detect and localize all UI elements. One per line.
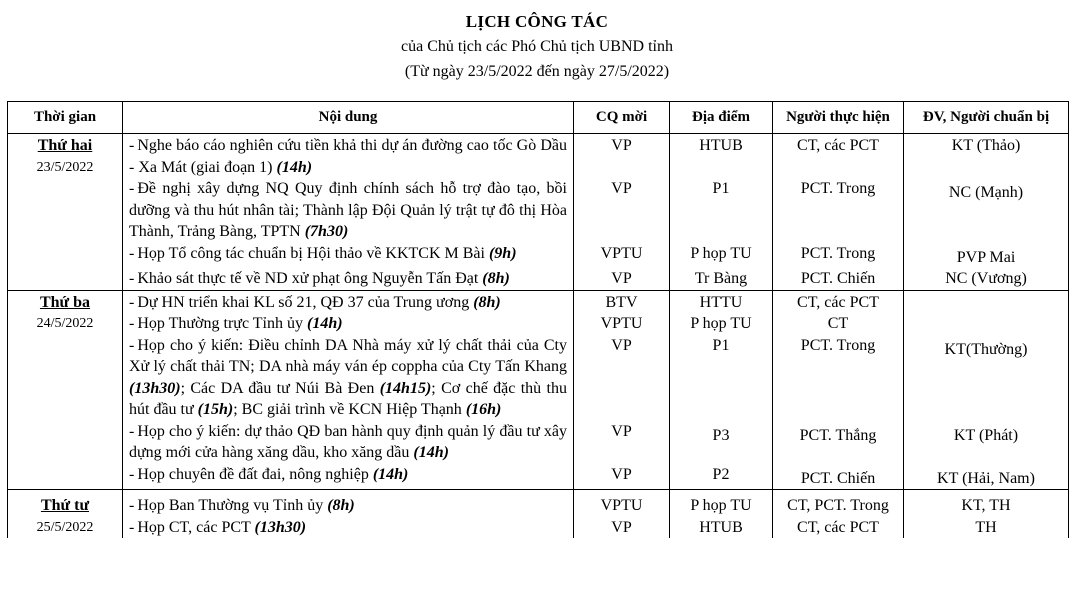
content-cell: - Họp chuyên đề đất đai, nông nghiệp (14h): [123, 464, 574, 490]
executor-cell: PCT. Chiến: [773, 464, 904, 490]
day-date: 24/5/2022: [36, 316, 94, 331]
place-cell: P họp TU: [670, 490, 773, 517]
executor-cell: PCT. Trong: [773, 178, 904, 243]
place-cell: Tr Bàng: [670, 268, 773, 290]
place-cell: HTUB: [670, 134, 773, 179]
content-cell: - Khảo sát thực tế về ND xử phạt ông Nguyễn Tấn Đạt (8h): [123, 268, 574, 290]
content-cell: - Họp Tổ công tác chuẩn bị Hội thảo về KKTCK M Bài (9h): [123, 243, 574, 269]
table-row: [8, 490, 1069, 517]
col-header-time: Thời gian: [8, 102, 123, 134]
page-subtitle: của Chủ tịch các Phó Chủ tịch UBND tỉnh: [401, 38, 673, 55]
place-cell: P họp TU: [670, 243, 773, 269]
prep-cell: [904, 290, 1069, 313]
prep-cell: [904, 313, 1069, 335]
col-header-cq: CQ mời: [574, 102, 670, 134]
executor-cell: CT, các PCT: [773, 290, 904, 313]
content-cell: - Dự HN triển khai KL số 21, QĐ 37 của Trung ương (8h): [123, 290, 574, 313]
cq-cell: VP: [574, 335, 670, 421]
place-cell: P3: [670, 421, 773, 464]
page-title: LỊCH CÔNG TÁC: [465, 12, 609, 31]
cq-cell: VP: [574, 517, 670, 539]
table-row: [8, 517, 1069, 539]
place-cell: P1: [670, 335, 773, 421]
prep-cell: KT, TH: [904, 490, 1069, 517]
executor-cell: PCT. Thắng: [773, 421, 904, 464]
content-cell: - Nghe báo cáo nghiên cứu tiền khả thi dự án đường cao tốc Gò Dầu - Xa Mát (giai đoạn 1) (14h): [123, 134, 574, 179]
table-row: [8, 421, 1069, 464]
prep-cell: KT(Thường): [904, 335, 1069, 421]
executor-cell: PCT. Chiến: [773, 268, 904, 290]
table-row: [8, 178, 1069, 243]
table-row: [8, 290, 1069, 313]
day-cell: [8, 134, 123, 291]
col-header-place: Địa điểm: [670, 102, 773, 134]
table-row: [8, 313, 1069, 335]
content-cell: - Họp Ban Thường vụ Tỉnh ủy (8h): [123, 490, 574, 517]
table-row: [8, 134, 1069, 179]
place-cell: P2: [670, 464, 773, 490]
cq-cell: VP: [574, 134, 670, 179]
col-header-prep: ĐV, Người chuẩn bị: [904, 102, 1069, 134]
content-cell: - Họp cho ý kiến: dự thảo QĐ ban hành quy định quản lý đầu tư xây dựng mới cửa hàng xăng dầu, kho xăng dầu (14h): [123, 421, 574, 464]
prep-cell: KT (Phát): [904, 421, 1069, 464]
executor-cell: CT, PCT. Trong: [773, 490, 904, 517]
day-date: 25/5/2022: [36, 519, 94, 535]
col-header-executor: Người thực hiện: [773, 102, 904, 134]
place-cell: HTUB: [670, 517, 773, 539]
place-cell: P1: [670, 178, 773, 243]
executor-cell: CT, các PCT: [773, 134, 904, 179]
cq-cell: BTV: [574, 290, 670, 313]
cq-cell: VP: [574, 421, 670, 464]
content-cell: - Họp CT, các PCT (13h30): [123, 517, 574, 539]
prep-cell: KT (Hải, Nam): [904, 464, 1069, 490]
prep-cell: KT (Thảo): [904, 134, 1069, 179]
day-cell: [8, 290, 123, 490]
content-cell: - Họp cho ý kiến: Điều chỉnh DA Nhà máy xử lý chất thải của Cty Xử lý chất thải TN; DA nhà máy ván ép coppha của Cty Tấn Khang (13h30); Các DA đầu tư Núi Bà Đen (14h15); Cơ chế đặc thù thu hút đầu tư (15h); BC giải trình về KCN Hiệp Thạnh (16h): [123, 335, 574, 421]
executor-cell: PCT. Trong: [773, 335, 904, 421]
day-name: Thứ hai: [37, 137, 93, 154]
executor-cell: CT, các PCT: [773, 517, 904, 539]
day-date: 23/5/2022: [36, 159, 94, 175]
content-cell: - Họp Thường trực Tỉnh ủy (14h): [123, 313, 574, 335]
content-cell: - Đề nghị xây dựng NQ Quy định chính sách hỗ trợ đào tạo, bồi dưỡng và thu hút nhân tài; Thành lập Đội Quản lý trật tự đô thị Hòa Thành, Trảng Bàng, TPTN (7h30): [123, 178, 574, 243]
cq-cell: VPTU: [574, 243, 670, 269]
day-name: Thứ tư: [40, 497, 90, 514]
cq-cell: VPTU: [574, 490, 670, 517]
col-header-content: Nội dung: [123, 102, 574, 134]
prep-cell: TH: [904, 517, 1069, 539]
cq-cell: VPTU: [574, 313, 670, 335]
header-row: [8, 102, 1069, 134]
day-name: Thứ ba: [39, 293, 91, 311]
table-row: [8, 243, 1069, 269]
cq-cell: VP: [574, 464, 670, 490]
schedule-table: [7, 101, 1069, 538]
table-row: [8, 335, 1069, 421]
cq-cell: VP: [574, 268, 670, 290]
place-cell: HTTU: [670, 290, 773, 313]
table-row: [8, 268, 1069, 290]
prep-cell: PVP Mai: [904, 243, 1069, 269]
executor-cell: CT: [773, 313, 904, 335]
day-cell: [8, 490, 123, 539]
table-row: [8, 464, 1069, 490]
date-range: (Từ ngày 23/5/2022 đến ngày 27/5/2022): [404, 63, 670, 80]
executor-cell: PCT. Trong: [773, 243, 904, 269]
prep-cell: NC (Vương): [904, 268, 1069, 290]
place-cell: P họp TU: [670, 313, 773, 335]
prep-cell: NC (Mạnh): [904, 178, 1069, 243]
cq-cell: VP: [574, 178, 670, 243]
